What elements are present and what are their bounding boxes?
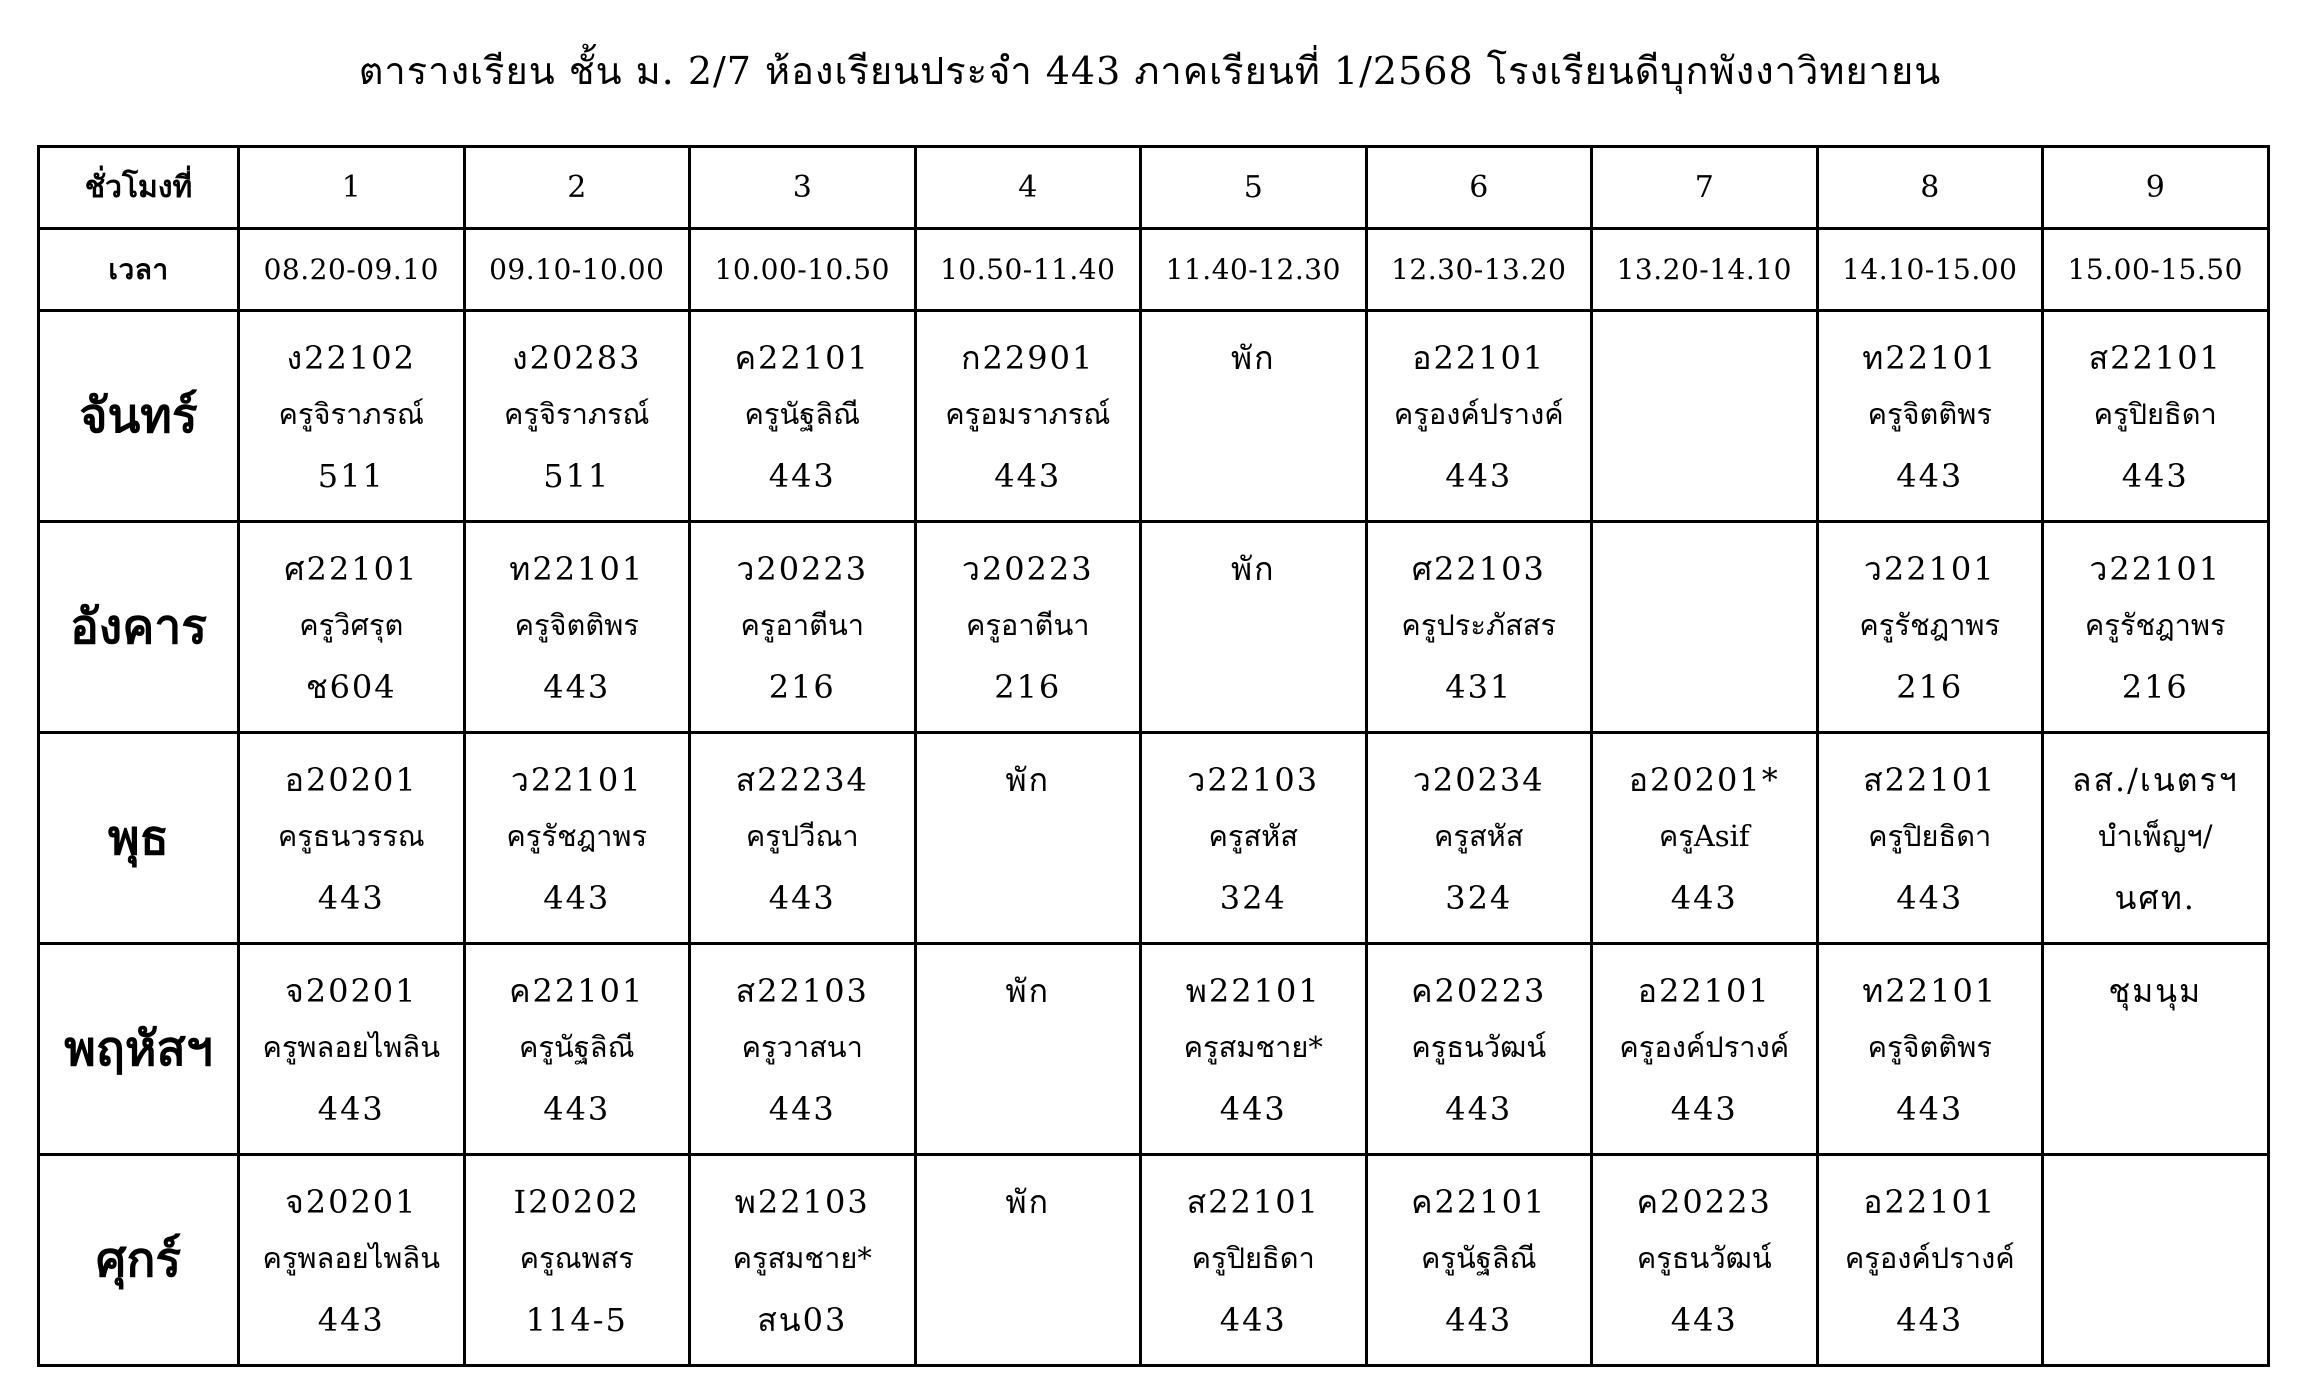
subject-code: อ20201* bbox=[1628, 761, 1780, 799]
schedule-cell bbox=[915, 311, 1141, 522]
teacher-name: ครูจิตติพร bbox=[514, 608, 639, 642]
room-number: 511 bbox=[317, 457, 385, 495]
schedule-cell bbox=[1141, 944, 1367, 1155]
subject-code: ส22103 bbox=[735, 972, 869, 1010]
day-label: จันทร์ bbox=[39, 311, 239, 522]
room-number: 431 bbox=[1445, 668, 1513, 706]
teacher-name: ครูปิยธิดา bbox=[1868, 819, 1992, 853]
room-number: 216 bbox=[768, 668, 836, 706]
subject-code: ส22101 bbox=[2088, 339, 2222, 377]
room-number: 324 bbox=[1219, 879, 1287, 917]
period-header-label: ชั่วโมงที่ bbox=[39, 147, 239, 229]
room-number: ช604 bbox=[305, 668, 397, 706]
schedule-cell bbox=[1366, 522, 1592, 733]
schedule-cell bbox=[1592, 944, 1818, 1155]
room-number: 324 bbox=[1445, 879, 1513, 917]
room-number: 443 bbox=[768, 879, 836, 917]
room-number: 443 bbox=[317, 1301, 385, 1339]
schedule-cell bbox=[2043, 944, 2269, 1155]
teacher-name: ครูสมชาย* bbox=[1183, 1030, 1323, 1064]
period-time: 11.40-12.30 bbox=[1141, 229, 1367, 311]
schedule-cell bbox=[2043, 1155, 2269, 1366]
teacher-name: ครูอาตีนา bbox=[740, 608, 865, 642]
room-number: 216 bbox=[1896, 668, 1964, 706]
subject-code: อ22101 bbox=[1637, 972, 1771, 1010]
teacher-name: ครูรัชฎาพร bbox=[506, 819, 648, 853]
subject-code: จ20201 bbox=[284, 1183, 418, 1221]
room-number: 443 bbox=[1896, 457, 1964, 495]
teacher-name: ครูณพสร bbox=[519, 1241, 634, 1275]
teacher-name: ครูนัฐลิณี bbox=[1421, 1241, 1537, 1275]
teacher-name: ครูองค์ปรางค์ bbox=[1844, 1241, 2015, 1275]
teacher-name: ครูปิยธิดา bbox=[1191, 1241, 1315, 1275]
schedule-cell bbox=[690, 733, 916, 944]
room-number: 443 bbox=[543, 879, 611, 917]
subject-code: ศ22103 bbox=[1411, 550, 1546, 588]
teacher-name: ครูองค์ปรางค์ bbox=[1619, 1030, 1790, 1064]
subject-code: ง20283 bbox=[512, 339, 642, 377]
schedule-cell bbox=[690, 522, 916, 733]
period-number: 3 bbox=[690, 147, 916, 229]
teacher-name: ครูจิตติพร bbox=[1867, 397, 1992, 431]
teacher-name: ครูวิศรุต bbox=[299, 608, 404, 642]
teacher-name: ครูปวีณา bbox=[745, 819, 859, 853]
subject-code: ค20223 bbox=[1636, 1183, 1772, 1221]
schedule-cell bbox=[1592, 311, 1818, 522]
subject-code: อ22101 bbox=[1863, 1183, 1997, 1221]
day-row bbox=[39, 311, 2269, 522]
teacher-name: ครูสหัส bbox=[1434, 819, 1524, 853]
schedule-cell bbox=[1141, 733, 1367, 944]
room-number: 443 bbox=[768, 1090, 836, 1128]
schedule-cell bbox=[915, 733, 1141, 944]
room-number: สน03 bbox=[757, 1301, 848, 1339]
schedule-cell bbox=[464, 522, 690, 733]
subject-code: ง22102 bbox=[286, 339, 416, 377]
schedule-cell bbox=[464, 944, 690, 1155]
schedule-cell bbox=[915, 1155, 1141, 1366]
period-time: 10.00-10.50 bbox=[690, 229, 916, 311]
schedule-cell bbox=[239, 944, 465, 1155]
period-time: 15.00-15.50 bbox=[2043, 229, 2269, 311]
day-label: พฤหัสฯ bbox=[39, 944, 239, 1155]
subject-code: ท22101 bbox=[1862, 339, 1998, 377]
schedule-cell bbox=[464, 311, 690, 522]
day-label: พุธ bbox=[39, 733, 239, 944]
day-row bbox=[39, 733, 2269, 944]
room-number: 443 bbox=[1670, 1090, 1738, 1128]
room-number: 443 bbox=[1896, 879, 1964, 917]
schedule-cell bbox=[239, 1155, 465, 1366]
schedule-cell bbox=[690, 1155, 916, 1366]
subject-code: ชุมนุม bbox=[2108, 972, 2203, 1010]
schedule-cell bbox=[1366, 944, 1592, 1155]
schedule-cell bbox=[1592, 1155, 1818, 1366]
teacher-name: ครูอมราภรณ์ bbox=[945, 397, 1111, 431]
teacher-name: ครูจิราภรณ์ bbox=[278, 397, 424, 431]
period-time: 08.20-09.10 bbox=[239, 229, 465, 311]
subject-code: อ22101 bbox=[1412, 339, 1546, 377]
period-time: 09.10-10.00 bbox=[464, 229, 690, 311]
teacher-name: ครูจิราภรณ์ bbox=[504, 397, 650, 431]
subject-code: พัก bbox=[1005, 972, 1050, 1010]
teacher-name: ครูธนวรรณ bbox=[277, 819, 425, 853]
schedule-cell bbox=[239, 311, 465, 522]
period-number: 5 bbox=[1141, 147, 1367, 229]
period-number: 4 bbox=[915, 147, 1141, 229]
schedule-cell bbox=[1592, 522, 1818, 733]
period-time: 13.20-14.10 bbox=[1592, 229, 1818, 311]
schedule-cell bbox=[915, 522, 1141, 733]
period-number: 7 bbox=[1592, 147, 1818, 229]
schedule-cell bbox=[2043, 733, 2269, 944]
teacher-name: ครูปิยธิดา bbox=[2093, 397, 2217, 431]
time-header-row bbox=[39, 229, 2269, 311]
room-number: 443 bbox=[1219, 1090, 1287, 1128]
schedule-cell bbox=[1817, 733, 2043, 944]
subject-code: ส22234 bbox=[735, 761, 869, 799]
subject-code: ส22101 bbox=[1863, 761, 1997, 799]
subject-code: ก22901 bbox=[961, 339, 1095, 377]
period-time: 12.30-13.20 bbox=[1366, 229, 1592, 311]
subject-code: ค22101 bbox=[734, 339, 870, 377]
subject-code: ว22103 bbox=[1187, 761, 1320, 799]
teacher-name: ครูAsif bbox=[1658, 819, 1750, 853]
subject-code: พ22103 bbox=[734, 1183, 870, 1221]
subject-code: ท22101 bbox=[509, 550, 645, 588]
teacher-name: บำเพ็ญฯ/ bbox=[2098, 819, 2213, 853]
room-number: 216 bbox=[2121, 668, 2189, 706]
period-time: 10.50-11.40 bbox=[915, 229, 1141, 311]
subject-code: ท22101 bbox=[1862, 972, 1998, 1010]
teacher-name: ครูรัชฎาพร bbox=[1859, 608, 2001, 642]
room-number: 443 bbox=[317, 1090, 385, 1128]
schedule-cell bbox=[239, 522, 465, 733]
teacher-name: ครูวาสนา bbox=[741, 1030, 863, 1064]
room-number: 443 bbox=[1445, 1301, 1513, 1339]
room-number: 443 bbox=[543, 1090, 611, 1128]
room-number: 443 bbox=[1445, 457, 1513, 495]
subject-code: ลส./เนตรฯ bbox=[2071, 761, 2239, 799]
teacher-name: ครูนัฐลิณี bbox=[519, 1030, 635, 1064]
schedule-cell bbox=[1817, 311, 2043, 522]
schedule-cell bbox=[1817, 1155, 2043, 1366]
room-number: นศท. bbox=[2114, 879, 2196, 917]
room-number: 114-5 bbox=[525, 1301, 628, 1339]
subject-code: ค22101 bbox=[1411, 1183, 1547, 1221]
subject-code: ว22101 bbox=[2089, 550, 2222, 588]
time-header-label: เวลา bbox=[39, 229, 239, 311]
period-time: 14.10-15.00 bbox=[1817, 229, 2043, 311]
subject-code: อ20201 bbox=[284, 761, 418, 799]
subject-code: จ20201 bbox=[284, 972, 418, 1010]
room-number: 511 bbox=[543, 457, 611, 495]
subject-code: ว20223 bbox=[736, 550, 869, 588]
room-number: 443 bbox=[1896, 1090, 1964, 1128]
schedule-cell bbox=[1141, 1155, 1367, 1366]
schedule-table bbox=[37, 145, 2270, 1367]
subject-code: ว22101 bbox=[510, 761, 643, 799]
room-number: 443 bbox=[543, 668, 611, 706]
room-number: 443 bbox=[994, 457, 1062, 495]
day-row bbox=[39, 522, 2269, 733]
room-number: 443 bbox=[1445, 1090, 1513, 1128]
day-label: ศุกร์ bbox=[39, 1155, 239, 1366]
schedule-cell bbox=[1141, 311, 1367, 522]
teacher-name: ครูนัฐลิณี bbox=[744, 397, 860, 431]
day-row bbox=[39, 1155, 2269, 1366]
period-number: 8 bbox=[1817, 147, 2043, 229]
teacher-name: ครูองค์ปรางค์ bbox=[1393, 397, 1564, 431]
day-row bbox=[39, 944, 2269, 1155]
subject-code: พัก bbox=[1231, 339, 1276, 377]
room-number: 443 bbox=[2121, 457, 2189, 495]
period-number: 9 bbox=[2043, 147, 2269, 229]
period-header-row bbox=[39, 147, 2269, 229]
schedule-cell bbox=[1366, 733, 1592, 944]
schedule-cell bbox=[1592, 733, 1818, 944]
subject-code: ว20223 bbox=[961, 550, 1094, 588]
teacher-name: ครูจิตติพร bbox=[1867, 1030, 1992, 1064]
period-number: 6 bbox=[1366, 147, 1592, 229]
subject-code: พัก bbox=[1005, 1183, 1050, 1221]
schedule-cell bbox=[1141, 522, 1367, 733]
schedule-cell bbox=[2043, 311, 2269, 522]
room-number: 443 bbox=[1219, 1301, 1287, 1339]
room-number: 443 bbox=[1896, 1301, 1964, 1339]
room-number: 216 bbox=[994, 668, 1062, 706]
subject-code: ศ22101 bbox=[284, 550, 419, 588]
schedule-cell bbox=[1366, 311, 1592, 522]
teacher-name: ครูสหัส bbox=[1208, 819, 1298, 853]
subject-code: ว20234 bbox=[1412, 761, 1545, 799]
room-number: 443 bbox=[1670, 879, 1738, 917]
teacher-name: ครูสมชาย* bbox=[732, 1241, 872, 1275]
schedule-cell bbox=[464, 733, 690, 944]
subject-code: ค20223 bbox=[1411, 972, 1547, 1010]
page-title: ตารางเรียน ชั้น ม. 2/7 ห้องเรียนประจำ 443 ภาคเรียนที่ 1/2568 โรงเรียนดีบุกพังงาวิทยายน bbox=[358, 49, 1942, 93]
schedule-cell bbox=[690, 944, 916, 1155]
schedule-cell bbox=[1817, 944, 2043, 1155]
schedule-cell bbox=[690, 311, 916, 522]
subject-code: ค22101 bbox=[509, 972, 645, 1010]
teacher-name: ครูอาตีนา bbox=[965, 608, 1090, 642]
subject-code: พ22101 bbox=[1185, 972, 1321, 1010]
room-number: 443 bbox=[768, 457, 836, 495]
teacher-name: ครูธนวัฒน์ bbox=[1411, 1030, 1547, 1064]
schedule-cell bbox=[239, 733, 465, 944]
schedule-cell bbox=[1817, 522, 2043, 733]
teacher-name: ครูรัชฎาพร bbox=[2084, 608, 2226, 642]
subject-code: พัก bbox=[1005, 761, 1050, 799]
teacher-name: ครูพลอยไพลิน bbox=[262, 1030, 441, 1064]
period-number: 1 bbox=[239, 147, 465, 229]
period-number: 2 bbox=[464, 147, 690, 229]
subject-code: พัก bbox=[1231, 550, 1276, 588]
subject-code: I20202 bbox=[513, 1183, 640, 1221]
schedule-cell bbox=[2043, 522, 2269, 733]
teacher-name: ครูธนวัฒน์ bbox=[1636, 1241, 1772, 1275]
teacher-name: ครูพลอยไพลิน bbox=[262, 1241, 441, 1275]
day-label: อังคาร bbox=[39, 522, 239, 733]
room-number: 443 bbox=[317, 879, 385, 917]
schedule-cell bbox=[1366, 1155, 1592, 1366]
room-number: 443 bbox=[1670, 1301, 1738, 1339]
teacher-name: ครูประภัสสร bbox=[1401, 608, 1557, 642]
subject-code: ว22101 bbox=[1863, 550, 1996, 588]
schedule-cell bbox=[915, 944, 1141, 1155]
subject-code: ส22101 bbox=[1186, 1183, 1320, 1221]
schedule-cell bbox=[464, 1155, 690, 1366]
